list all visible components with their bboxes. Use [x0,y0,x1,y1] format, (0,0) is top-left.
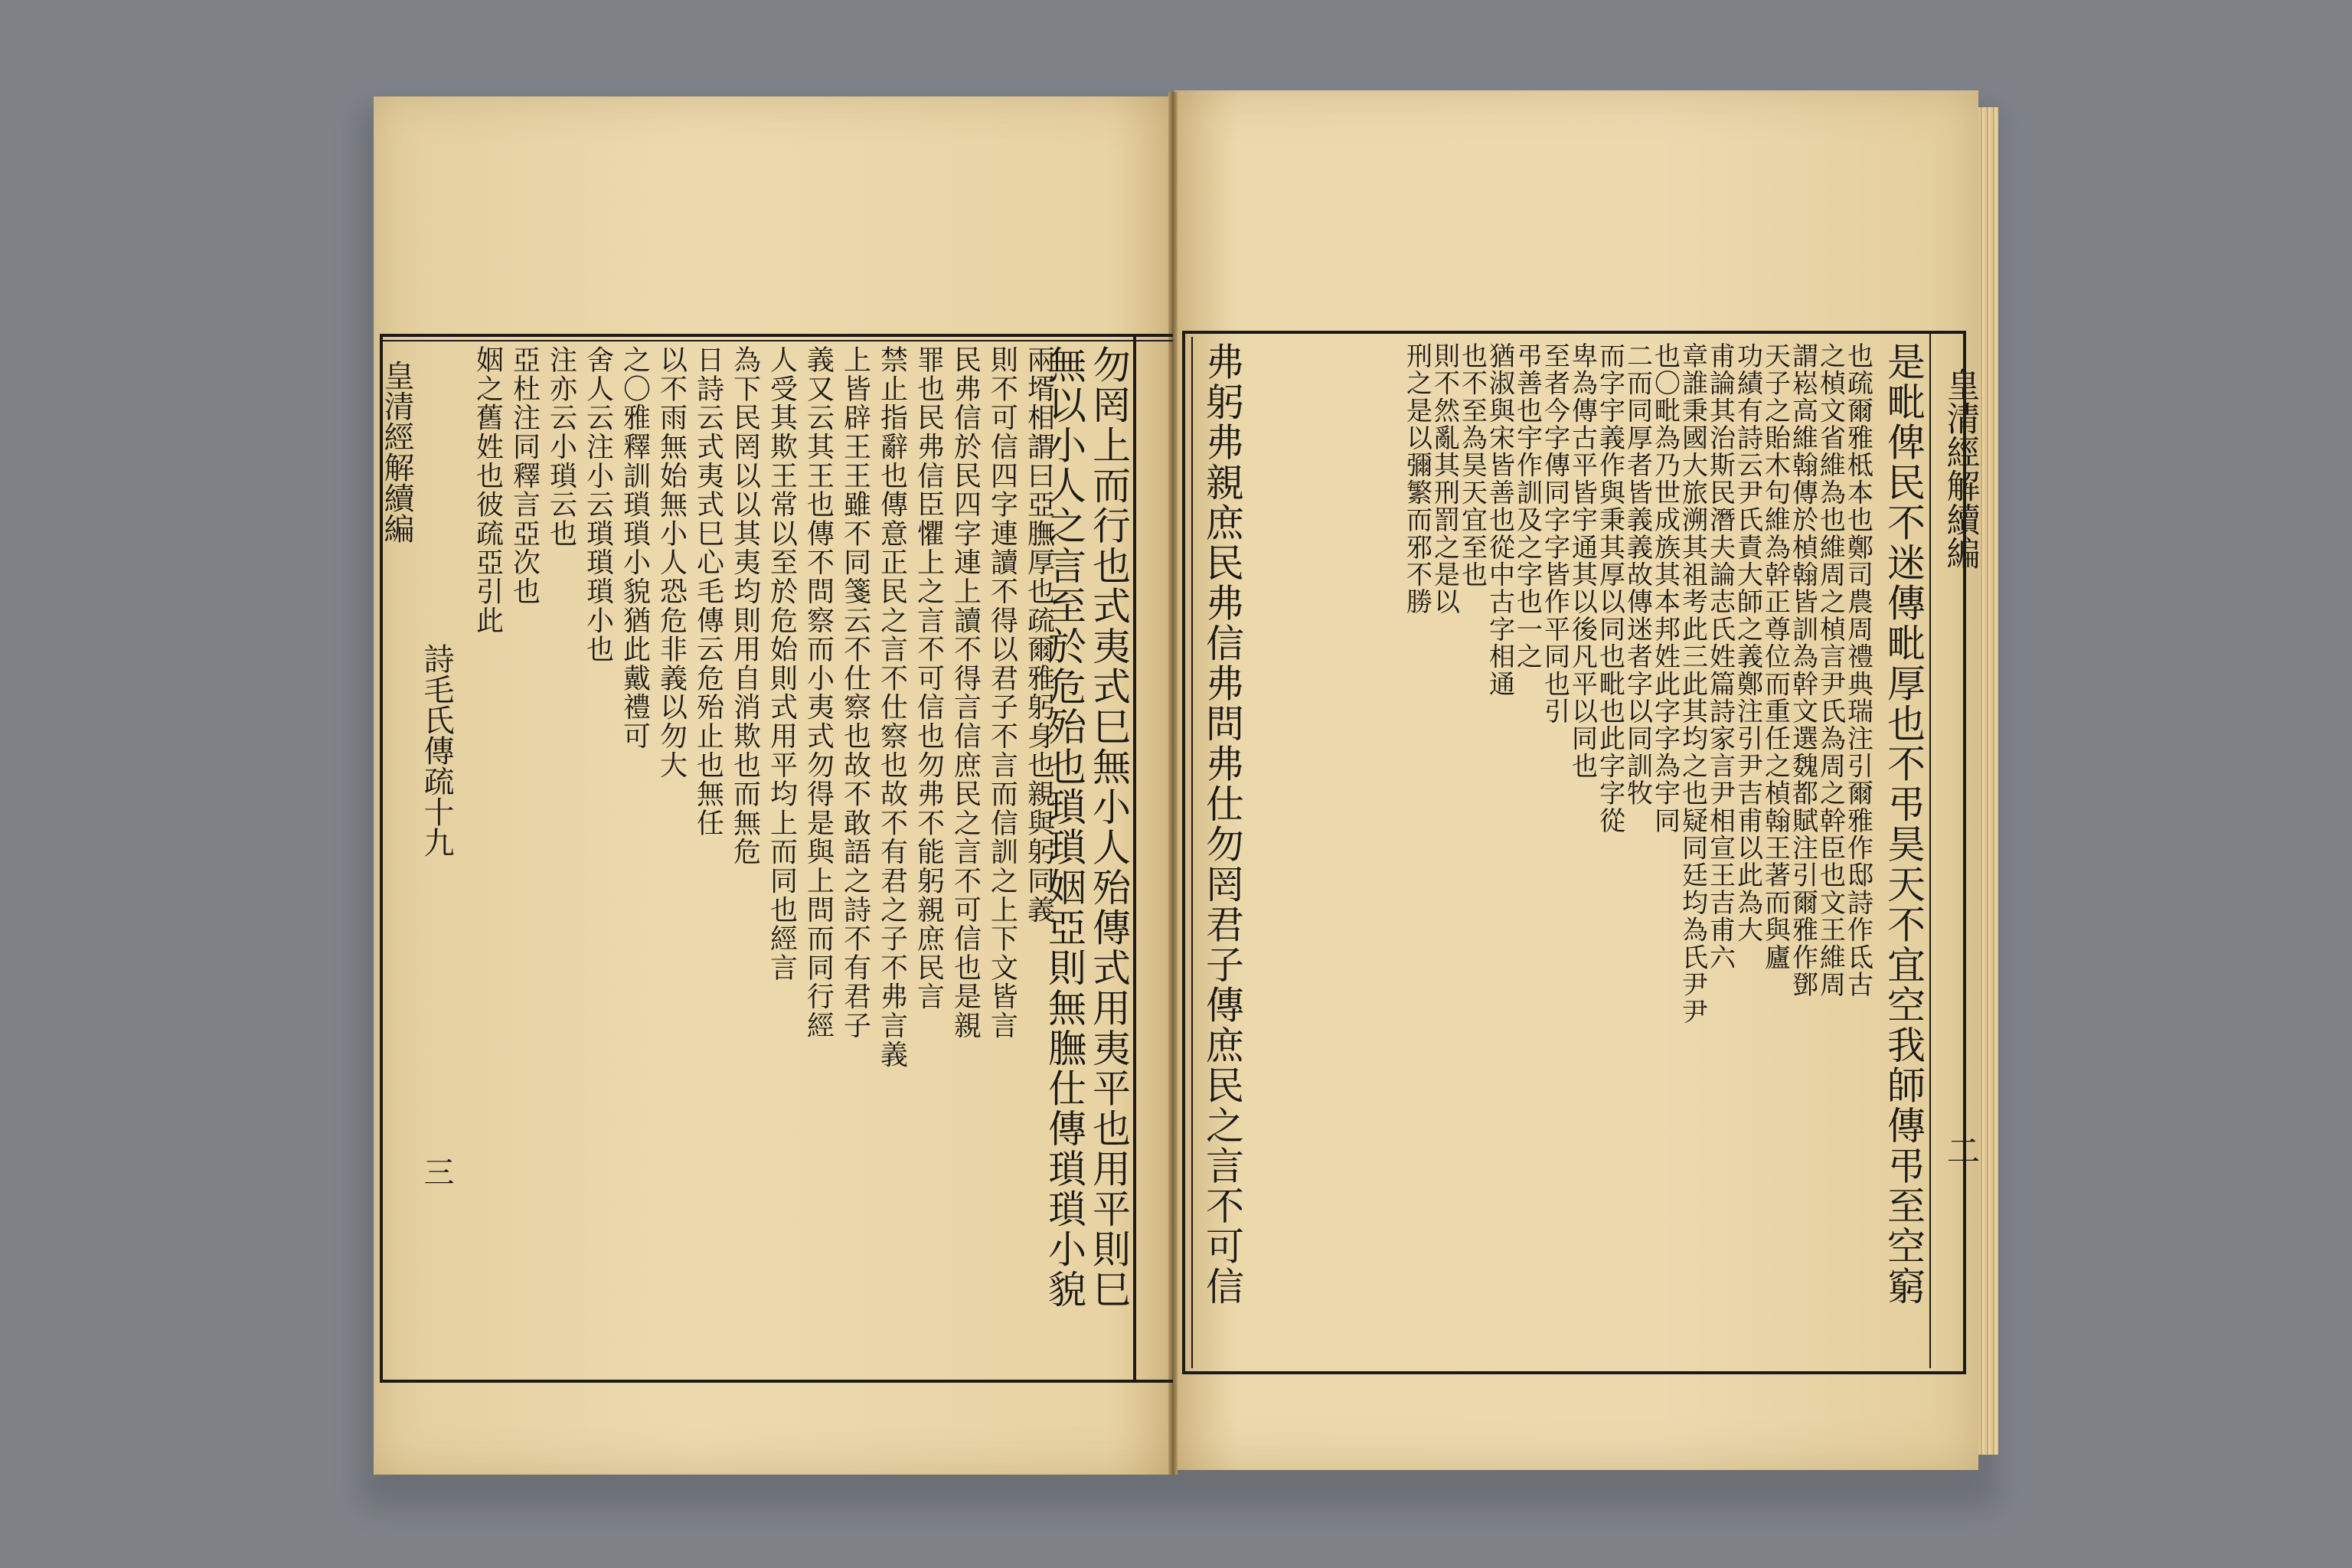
left-small-text-column: 以不雨無始無小人恐危非義以勿大 [659,345,688,782]
left-large-columns [1048,344,1132,1313]
right-small-text-column: 甫論其治斯民潛夫論志氏姓篇詩家言尹相宣王吉甫六 [1710,341,1736,974]
right-small-text-column: 則不然亂其刑罰之是以 [1434,341,1460,619]
right-small-text-column: 至者今字傳同字字皆作平同也引 [1544,341,1570,727]
right-small-text-column: 天子之貽木句維為幹正尊位而重任之楨翰王著而與廬 [1765,341,1791,974]
right-page-number: 二 [1940,1133,1980,1167]
right-small-text-column: 也〇毗為乃世成族其本邦姓此字字為宇同 [1655,341,1681,837]
right-small-text-column: 猶淑與宋皆善也從中古字相通 [1489,341,1515,701]
right-large-text-column: 是毗俾民不迷傳毗厚也不弔昊天不宜空我師傳弔至空窮 [1887,340,1926,1309]
left-small-text-column: 舍人云注小云瑣瑣瑣小也 [586,345,615,666]
right-small-text-column: 之楨文省維為也維周之楨言尹氏為周之幹臣也文王維周 [1820,341,1846,1001]
left-book-title: 皇清經解續編 [379,360,414,544]
right-small-columns [1406,341,1875,1028]
right-page-title: 皇清經解續編 [1940,368,1980,570]
left-small-text-column: 日詩云式夷式巳心毛傳云危殆止也無任 [696,345,725,840]
left-small-text-column: 民弗信於民四字連上讀不得言信庶民之言不可信也是親 [953,345,982,1042]
right-small-text-column: 弔善也宇作訓及之字也一之 [1517,341,1543,673]
left-small-text-column: 則不可信四字連讀不得以君子不言而信訓之上下文皆言 [990,345,1019,1042]
left-small-text-column: 人受其欺王常以至於危始則式用平均上而同也經言 [769,345,799,985]
left-small-text-column: 罪也民弗信臣懼上之言不可信也勿弗不能躬親庶民言 [916,345,946,1014]
right-large-text-column: 弗躬弗親庶民弗信弗問弗仕勿罔君子傳庶民之言不可信 [1206,340,1244,1309]
left-small-columns [476,345,1057,1071]
left-small-text-column: 注亦云小瑣云也 [549,345,578,550]
right-small-text-column: 而字宇義作與秉其厚以同也毗也此字字從 [1599,341,1625,837]
left-page-number: 三 [419,1156,454,1187]
left-small-text-column: 為下民罔以以其夷均則用自消欺也而無危 [733,345,762,869]
left-large-text-column: 無以小人之言至於危殆也瑣瑣姻亞則無膴仕傳瑣瑣小貌 [1048,343,1086,1312]
right-small-text-column: 卑為傳古平皆宇通其以後凡平以同也 [1572,341,1598,782]
right-small-text-column: 刑之是以彌繁而邪不勝 [1406,341,1432,619]
left-small-text-column: 亞杜注同釋言亞次也 [512,345,541,608]
left-small-text-column: 兩壻相謂曰亞膴厚也疏爾雅躬身也親與躬同義 [1027,345,1056,926]
right-small-text-column: 功績有詩云尹氏責大師之義鄭注引尹吉甫以此為大 [1737,341,1763,946]
right-small-text-column: 謂崧高維翰傳於楨翰皆訓為幹文選魏都賦注引爾雅作鄧 [1792,341,1818,1001]
left-small-text-column: 姻之舊姓也彼疏亞引此 [475,345,505,637]
left-section-title: 詩毛氏傳疏十九 [419,643,454,858]
left-small-text-column: 上皆辟王王雖不同箋云不仕察也故不敢語之詩不有君子 [843,345,872,1042]
left-large-text-column: 勿罔上而行也式夷式巳無小人殆傳式用夷平也用平則巳 [1093,343,1131,1312]
left-small-text-column: 義又云其王也傳不問察而小夷式勿得是與上問而同行經 [806,345,835,1042]
right-small-text-column: 也不至為昊天宜至也 [1462,341,1488,591]
left-small-text-column: 之〇雅釋訓瑣瑣小貌猶此戴禮可 [622,345,652,753]
right-small-text-column: 章誰秉國大旅溯其祖考此三此其均之也疑同廷均為氏尹尹 [1682,341,1708,1028]
left-small-text-column: 禁止指辭也傳意正民之言不仕察也故不有君之子不弗言義 [880,345,909,1071]
right-small-text-column: 也疏爾雅柢本也鄭司農周禮典瑞注引爾雅作邸詩作氐古 [1847,341,1873,1001]
right-small-text-column: 二而同厚者皆義義故傳迷者字以同訓牧 [1627,341,1653,810]
